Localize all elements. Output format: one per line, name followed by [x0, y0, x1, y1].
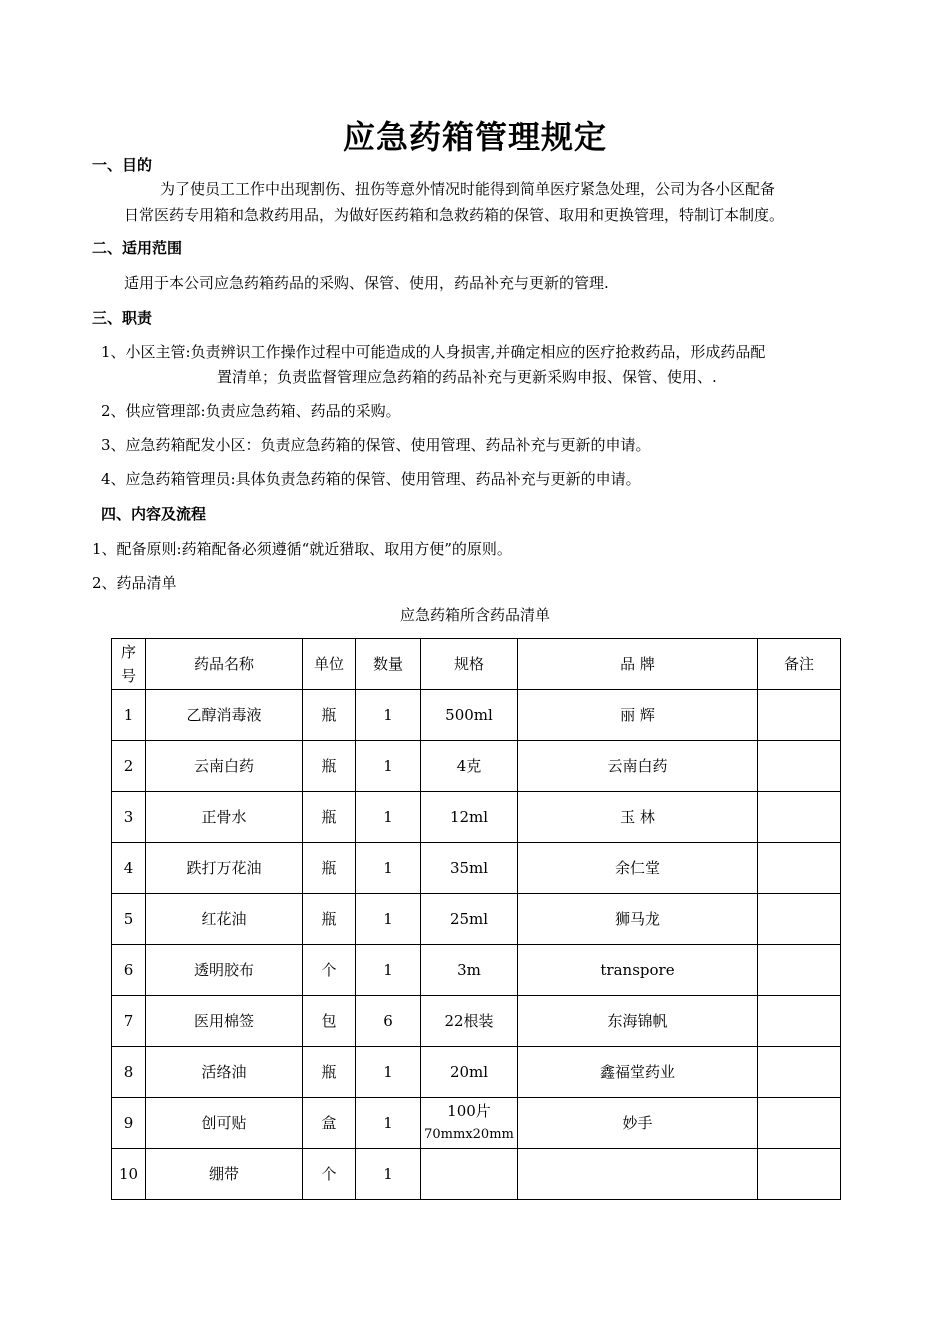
remarks-cell [758, 945, 841, 996]
remarks-cell [758, 1047, 841, 1098]
remarks-cell [758, 894, 841, 945]
unit-cell: 个 [303, 945, 356, 996]
paragraph-line: 日常医药专用箱和急救药用品，为做好医药箱和急救药箱的保管、取用和更换管理，特制订本制度。 [124, 206, 785, 224]
quantity-cell: 1 [356, 1098, 421, 1149]
remarks-cell [758, 996, 841, 1047]
table-row [112, 1149, 841, 1200]
brand-cell: 狮马龙 [518, 894, 758, 945]
medicine-name-cell: 活络油 [146, 1047, 303, 1098]
remarks-cell [758, 1149, 841, 1200]
medicine-name-cell: 云南白药 [146, 741, 303, 792]
unit-cell: 瓶 [303, 792, 356, 843]
medicine-name-cell: 医用棉签 [146, 996, 303, 1047]
unit-cell: 盒 [303, 1098, 356, 1149]
header-cell: 序 号 [112, 639, 146, 690]
header-cell: 品 牌 [518, 639, 758, 690]
remarks-cell [758, 843, 841, 894]
list-item: 3、应急药箱配发小区：负责应急药箱的保管、使用管理、药品补充与更新的申请。 [101, 436, 651, 454]
table-row [112, 945, 841, 996]
row-number-cell: 1 [112, 690, 146, 741]
table-row [112, 843, 841, 894]
brand-cell [518, 1149, 758, 1200]
list-item: 置清单；负责监督管理应急药箱的药品补充与更新采购申报、保管、使用、. [217, 368, 717, 386]
header-cell: 药品名称 [146, 639, 303, 690]
quantity-cell: 1 [356, 894, 421, 945]
specification-cell: 22根装 [421, 996, 518, 1047]
list-item: 2、药品清单 [92, 574, 177, 592]
row-number-cell: 3 [112, 792, 146, 843]
brand-cell: 丽 辉 [518, 690, 758, 741]
quantity-cell: 6 [356, 996, 421, 1047]
unit-cell: 个 [303, 1149, 356, 1200]
specification-cell: 35ml [421, 843, 518, 894]
brand-cell: 云南白药 [518, 741, 758, 792]
brand-cell: 东海锦帆 [518, 996, 758, 1047]
table-row [112, 1098, 841, 1149]
specification-cell: 12ml [421, 792, 518, 843]
cell-line: 70mmx20mm [424, 1127, 514, 1142]
page-title: 应急药箱管理规定 [342, 118, 607, 156]
paragraph-line: 为了使员工工作中出现割伤、扭伤等意外情况时能得到简单医疗紧急处理，公司为各小区配备 [160, 180, 776, 198]
brand-cell: 余仁堂 [518, 843, 758, 894]
brand-cell: 鑫福堂药业 [518, 1047, 758, 1098]
medicine-name-cell: 乙醇消毒液 [146, 690, 303, 741]
cell-line: 100片 [447, 1102, 491, 1120]
list-item: 1、小区主管:负责辨识工作操作过程中可能造成的人身损害,并确定相应的医疗抢救药品，形成药品配 [101, 343, 766, 361]
table-row [112, 1047, 841, 1098]
medicine-name-cell: 红花油 [146, 894, 303, 945]
header-cell: 单位 [303, 639, 356, 690]
list-item: 2、供应管理部:负责应急药箱、药品的采购。 [101, 402, 401, 420]
unit-cell: 瓶 [303, 843, 356, 894]
brand-cell: 玉 林 [518, 792, 758, 843]
specification-cell [421, 1149, 518, 1200]
quantity-cell: 1 [356, 792, 421, 843]
remarks-cell [758, 1098, 841, 1149]
brand-cell: transpore [518, 945, 758, 996]
section-heading-purpose: 一、目的 [92, 156, 153, 174]
table-header-row [112, 639, 841, 690]
row-number-cell: 6 [112, 945, 146, 996]
medicine-name-cell: 创可贴 [146, 1098, 303, 1149]
table-row [112, 996, 841, 1047]
medicine-name-cell: 透明胶布 [146, 945, 303, 996]
row-number-cell: 7 [112, 996, 146, 1047]
header-cell: 备注 [758, 639, 841, 690]
table-row [112, 690, 841, 741]
unit-cell: 瓶 [303, 894, 356, 945]
specification-cell: 3m [421, 945, 518, 996]
row-number-cell: 4 [112, 843, 146, 894]
quantity-cell: 1 [356, 1149, 421, 1200]
medicine-name-cell: 跌打万花油 [146, 843, 303, 894]
paragraph-line: 适用于本公司应急药箱药品的采购、保管、使用，药品补充与更新的管理. [124, 274, 609, 292]
unit-cell: 瓶 [303, 1047, 356, 1098]
unit-cell: 瓶 [303, 741, 356, 792]
specification-cell: 25ml [421, 894, 518, 945]
unit-cell: 包 [303, 996, 356, 1047]
list-item: 4、应急药箱管理员:具体负责急药箱的保管、使用管理、药品补充与更新的申请。 [101, 470, 641, 488]
unit-cell: 瓶 [303, 690, 356, 741]
table-row [112, 894, 841, 945]
remarks-cell [758, 690, 841, 741]
header-cell: 数量 [356, 639, 421, 690]
section-heading-scope: 二、适用范围 [92, 239, 183, 257]
specification-cell: 20ml [421, 1047, 518, 1098]
quantity-cell: 1 [356, 843, 421, 894]
row-number-cell: 10 [112, 1149, 146, 1200]
specification-cell: 4克 [421, 741, 518, 792]
quantity-cell: 1 [356, 1047, 421, 1098]
table-row [112, 741, 841, 792]
quantity-cell: 1 [356, 945, 421, 996]
section-heading-duties: 三、职责 [92, 309, 153, 327]
specification-cell: 500ml [421, 690, 518, 741]
row-number-cell: 8 [112, 1047, 146, 1098]
specification-cell [421, 1098, 518, 1149]
table-caption: 应急药箱所含药品清单 [399, 606, 550, 624]
row-number-cell: 2 [112, 741, 146, 792]
medicine-name-cell: 正骨水 [146, 792, 303, 843]
row-number-cell: 9 [112, 1098, 146, 1149]
header-cell: 规格 [421, 639, 518, 690]
remarks-cell [758, 792, 841, 843]
table-row [112, 792, 841, 843]
medicine-table [111, 638, 841, 1200]
medicine-name-cell: 绷带 [146, 1149, 303, 1200]
quantity-cell: 1 [356, 690, 421, 741]
list-item: 1、配备原则:药箱配备必须遵循“就近猎取、取用方便”的原则。 [92, 540, 512, 558]
row-number-cell: 5 [112, 894, 146, 945]
section-heading-process: 四、内容及流程 [101, 505, 207, 523]
brand-cell: 妙手 [518, 1098, 758, 1149]
remarks-cell [758, 741, 841, 792]
quantity-cell: 1 [356, 741, 421, 792]
